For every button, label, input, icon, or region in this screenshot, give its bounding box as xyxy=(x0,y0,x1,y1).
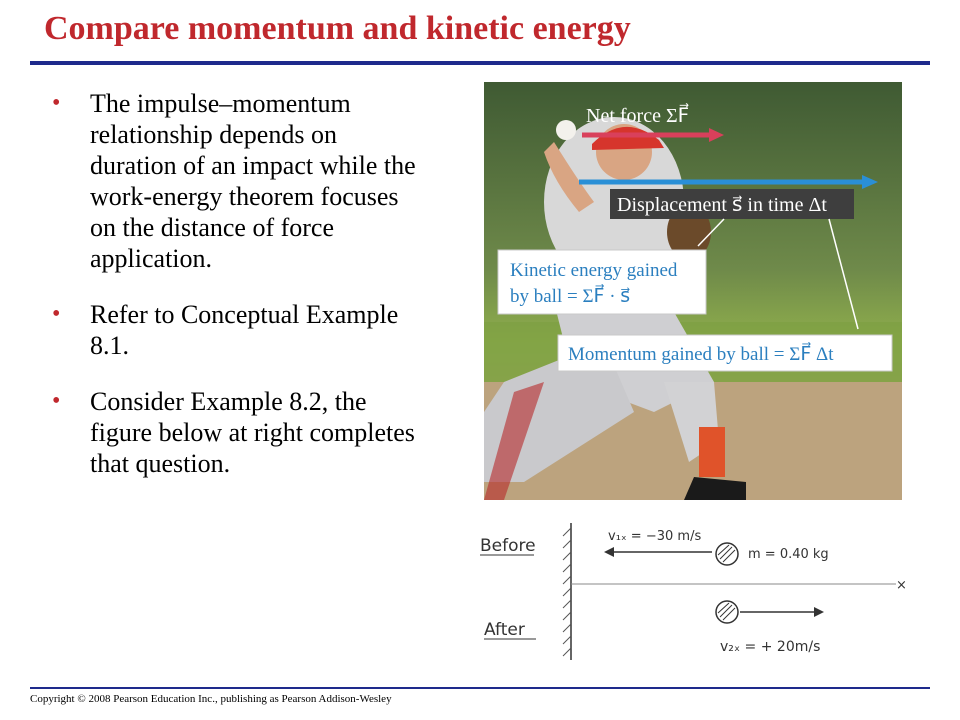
kinetic-energy-line-1: Kinetic energy gained xyxy=(510,260,678,281)
bullet-icon: • xyxy=(52,388,61,414)
velocity-after-label: v₂ₓ = + 20m/s xyxy=(720,639,821,655)
slide-title: Compare momentum and kinetic energy xyxy=(44,10,631,47)
velocity-before-label: v₁ₓ = −30 m/s xyxy=(608,529,702,544)
title-divider xyxy=(30,61,930,65)
bullet-item xyxy=(52,299,422,361)
bullet-item xyxy=(52,386,422,479)
copyright-footer: Copyright © 2008 Pearson Education Inc., publishing as Pearson Addison-Wesley xyxy=(30,693,392,705)
net-force-label: Net force ΣF⃗ xyxy=(586,105,690,127)
before-label: Before xyxy=(480,536,536,556)
before-after-diagram xyxy=(474,518,924,663)
mass-label: m = 0.40 kg xyxy=(748,547,829,562)
after-label: After xyxy=(484,620,525,640)
wall-hatch xyxy=(563,528,571,656)
displacement-label: Displacement s⃗ in time Δt xyxy=(617,194,827,216)
kinetic-energy-line-2: by ball = ΣF⃗ · s⃗ xyxy=(510,286,631,307)
momentum-label: Momentum gained by ball = ΣF⃗ Δt xyxy=(568,344,834,365)
velocity-after-arrowhead xyxy=(814,607,824,617)
bullet-icon: • xyxy=(52,90,61,116)
footer-divider xyxy=(30,687,930,689)
axis-end-mark: × xyxy=(896,578,907,593)
bullet-list xyxy=(52,88,422,504)
velocity-before-arrowhead xyxy=(604,547,614,557)
bullet-text: Refer to Conceptual Example 8.1. xyxy=(90,300,399,360)
bullet-icon: • xyxy=(52,301,61,327)
bullet-text: Consider Example 8.2, the figure below at right completes that question. xyxy=(90,387,415,478)
bullet-item xyxy=(52,88,422,274)
pitcher-photo xyxy=(484,82,902,500)
bullet-text: The impulse–momentum relationship depends on duration of an impact while the work-energy theorem focuses on the distance of force application. xyxy=(90,89,416,273)
